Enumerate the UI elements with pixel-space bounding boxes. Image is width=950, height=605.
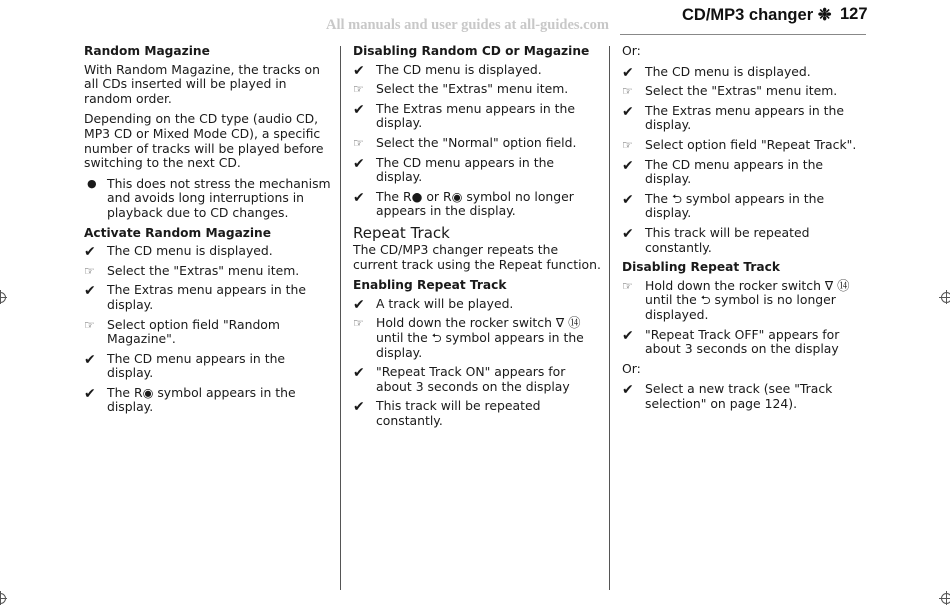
pointing-hand-icon: ☞ bbox=[622, 137, 633, 152]
result-step bbox=[84, 352, 332, 381]
step-text: This track will be repeated constantly. bbox=[376, 398, 541, 428]
action-step bbox=[622, 84, 870, 99]
pointing-hand-icon: ☞ bbox=[353, 316, 364, 331]
header-rule bbox=[620, 34, 866, 35]
action-step bbox=[622, 138, 870, 153]
step-text: The Extras menu appears in the display. bbox=[645, 102, 845, 133]
step-text: Select the "Extras" menu item. bbox=[645, 83, 838, 99]
page-header-title bbox=[682, 5, 832, 25]
result-step bbox=[622, 158, 870, 187]
result-step bbox=[622, 65, 870, 80]
result-step bbox=[353, 190, 603, 219]
step-text: Hold down the rocker switch ∇ ⑭ until the ⮌ symbol appears in the display. bbox=[376, 315, 584, 360]
result-step bbox=[353, 365, 603, 394]
header-title-text: CD/MP3 changer bbox=[682, 6, 814, 24]
result-step bbox=[622, 192, 870, 221]
result-step bbox=[84, 244, 332, 259]
result-step bbox=[84, 283, 332, 312]
step-text: This track will be repeated constantly. bbox=[645, 224, 810, 255]
checkmark-icon: ✔ bbox=[84, 244, 96, 261]
paragraph: The CD/MP3 changer repeats the current track using the Repeat function. bbox=[353, 241, 601, 272]
action-step bbox=[353, 82, 603, 97]
paragraph: With Random Magazine, the tracks on all CDs inserted will be played in random order. bbox=[84, 61, 320, 106]
checkmark-icon: ✔ bbox=[622, 191, 634, 208]
result-step bbox=[622, 328, 870, 357]
result-step bbox=[353, 63, 603, 78]
step-text: The ⮌ symbol appears in the display. bbox=[645, 190, 825, 221]
checkmark-icon: ✔ bbox=[84, 283, 96, 300]
text-column-left bbox=[84, 44, 332, 420]
pointing-hand-icon: ☞ bbox=[622, 84, 633, 99]
text-column-right bbox=[622, 44, 870, 416]
checkmark-icon: ✔ bbox=[353, 399, 365, 416]
action-step bbox=[353, 316, 603, 360]
paragraph: Depending on the CD type (audio CD, MP3 CD or Mixed Mode CD), a specific number of tracks will be played before switching to the next CD. bbox=[84, 111, 324, 171]
bullet-item bbox=[84, 177, 332, 221]
checkmark-icon: ✔ bbox=[353, 365, 365, 382]
watermark: All manuals and user guides at all-guides.com bbox=[326, 17, 609, 33]
step-text: Select the "Extras" menu item. bbox=[107, 262, 300, 278]
pointing-hand-icon: ☞ bbox=[353, 82, 364, 97]
checkmark-icon: ✔ bbox=[622, 103, 634, 120]
column-divider-2 bbox=[609, 46, 610, 590]
step-text: Select option field "Random Magazine". bbox=[107, 316, 280, 347]
step-text: Select the "Extras" menu item. bbox=[376, 81, 569, 97]
checkmark-icon: ✔ bbox=[84, 351, 96, 368]
step-text: Hold down the rocker switch ∇ ⑭ until the ⮌ symbol is no longer displayed. bbox=[645, 277, 850, 322]
subheading: Enabling Repeat Track bbox=[353, 278, 507, 293]
checkmark-icon: ✔ bbox=[622, 327, 634, 344]
result-step bbox=[353, 102, 603, 131]
step-text: The R● or R◉ symbol no longer appears in the display. bbox=[376, 188, 574, 219]
step-text: "Repeat Track OFF" appears for about 3 seconds on the display bbox=[645, 326, 840, 357]
action-step bbox=[353, 136, 603, 151]
action-step bbox=[622, 279, 870, 323]
subheading: Disabling Random CD or Magazine bbox=[353, 44, 590, 58]
step-text: The CD menu is displayed. bbox=[376, 61, 542, 77]
registration-mark-icon bbox=[939, 290, 950, 304]
checkmark-icon: ✔ bbox=[622, 157, 634, 174]
step-text: The Extras menu appears in the display. bbox=[107, 282, 307, 312]
step-text: Select a new track (see "Track selection" on page 124). bbox=[645, 381, 833, 411]
result-step bbox=[622, 104, 870, 133]
registration-mark-icon bbox=[939, 591, 950, 605]
step-text: The Extras menu appears in the display. bbox=[376, 100, 576, 131]
pointing-hand-icon: ☞ bbox=[622, 278, 633, 293]
result-step bbox=[353, 399, 603, 428]
step-text: The CD menu is displayed. bbox=[107, 243, 273, 259]
action-step bbox=[84, 318, 332, 347]
checkmark-icon: ✔ bbox=[353, 189, 365, 206]
pointing-hand-icon: ☞ bbox=[84, 263, 95, 278]
section-heading: Repeat Track bbox=[353, 223, 450, 242]
pointing-hand-icon: ☞ bbox=[84, 317, 95, 332]
page-number: 127 bbox=[840, 5, 868, 23]
checkmark-icon: ✔ bbox=[84, 385, 96, 402]
checkmark-icon: ✔ bbox=[622, 64, 634, 81]
registration-mark-icon bbox=[0, 591, 7, 605]
column-divider-1 bbox=[340, 46, 341, 590]
subheading: Disabling Repeat Track bbox=[622, 260, 780, 275]
snowflake-icon: ❉ bbox=[817, 6, 832, 24]
paragraph: Or: bbox=[622, 360, 641, 376]
step-text: The CD menu appears in the display. bbox=[645, 156, 824, 187]
result-step bbox=[353, 156, 603, 185]
step-text: The R◉ symbol appears in the display. bbox=[107, 384, 296, 415]
checkmark-icon: ✔ bbox=[622, 382, 634, 399]
text-column-middle bbox=[353, 44, 603, 433]
checkmark-icon: ✔ bbox=[353, 296, 365, 313]
checkmark-icon: ✔ bbox=[353, 101, 365, 118]
step-text: The CD menu appears in the display. bbox=[376, 154, 555, 185]
step-text: Select option field "Repeat Track". bbox=[645, 136, 857, 152]
step-text: Select the "Normal" option field. bbox=[376, 134, 577, 150]
checkmark-icon: ✔ bbox=[622, 225, 634, 242]
pointing-hand-icon: ☞ bbox=[353, 135, 364, 150]
result-step bbox=[622, 226, 870, 255]
step-text: This does not stress the mechanism and avoids long interruptions in playback due to CD changes. bbox=[107, 175, 331, 220]
checkmark-icon: ✔ bbox=[353, 62, 365, 79]
subheading: Random Magazine bbox=[84, 44, 210, 58]
step-text: "Repeat Track ON" appears for about 3 seconds on the display bbox=[376, 364, 570, 394]
result-step bbox=[353, 297, 603, 312]
step-text: The CD menu appears in the display. bbox=[107, 350, 286, 381]
bullet-icon: ● bbox=[87, 176, 97, 190]
action-step bbox=[84, 264, 332, 279]
checkmark-icon: ✔ bbox=[353, 155, 365, 172]
result-step bbox=[622, 382, 870, 411]
step-text: The CD menu is displayed. bbox=[645, 63, 811, 79]
subheading: Activate Random Magazine bbox=[84, 225, 272, 240]
paragraph: Or: bbox=[622, 43, 641, 58]
result-step bbox=[84, 386, 332, 415]
step-text: A track will be played. bbox=[376, 295, 514, 311]
registration-mark-icon bbox=[0, 290, 7, 304]
